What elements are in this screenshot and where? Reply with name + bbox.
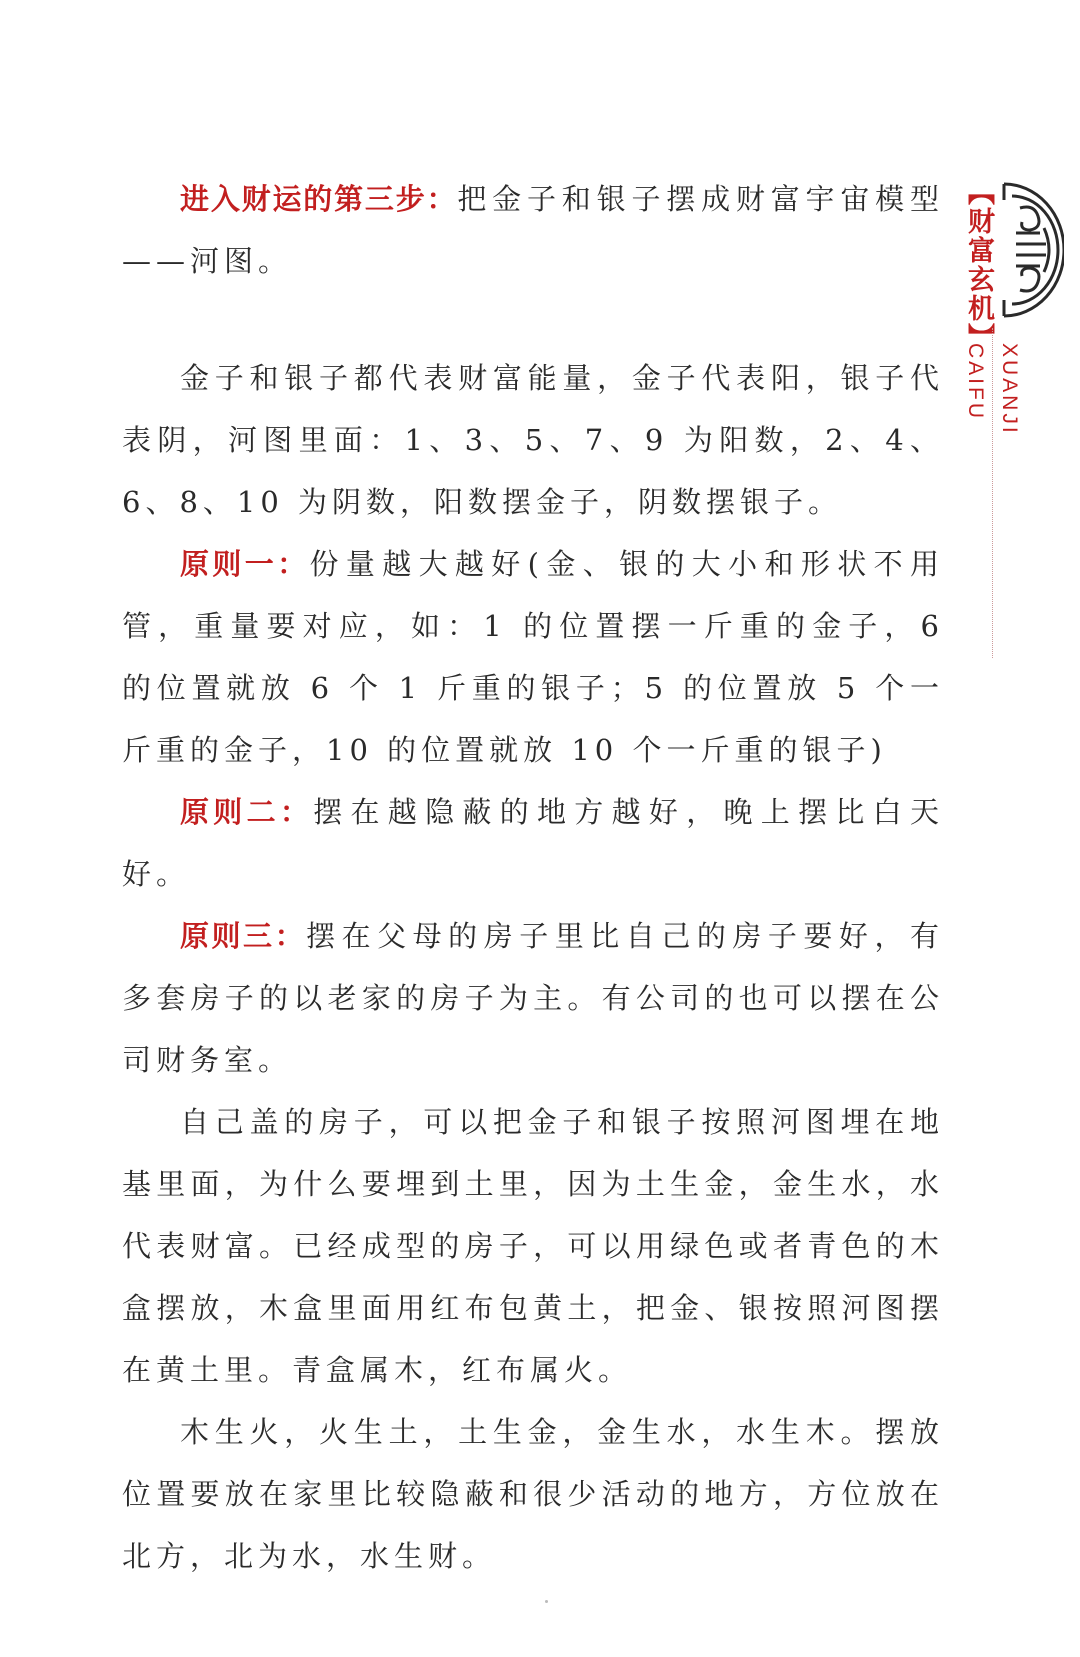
- paragraph-step-three: [122, 168, 944, 292]
- page-speck: [545, 1600, 548, 1603]
- chapter-title: 【财富玄机】: [963, 178, 994, 352]
- chapter-latin-caifu: CAIFU: [964, 343, 987, 421]
- paragraph-self-built-house: 自己盖的房子，可以把金子和银子按照河图埋在地基里面，为什么要埋到土里，因为土生金，金生水，水代表财富。已经成型的房子，可以用绿色或者青色的木盒摆放，木盒里面用红布包黄土，把金、银按照河图摆在黄土里。青盒属木，红布属火。: [122, 1105, 944, 1387]
- step-three-label: 进入财运的第三步：: [180, 182, 458, 216]
- paragraph-principle-three: [122, 905, 944, 1091]
- principle-one-text: 份量越大越好(金、银的大小和形状不用管，重量要对应，如：1 的位置摆一斤重的金子，6 的位置就放 6 个 1 斤重的银子；5 的位置放 5 个一斤重的金子，10 的位置就放 10 个一斤重的银子): [122, 547, 944, 767]
- principle-two-label: 原则二：: [180, 795, 314, 829]
- paragraph-five-elements: 木生火，火生土，土生金，金生水，水生木。摆放位置要放在家里比较隐蔽和很少活动的地方，方位放在北方，北为水，水生财。: [122, 1415, 944, 1573]
- principle-three-label: 原则三：: [180, 919, 307, 953]
- principle-two-text: 摆在越隐蔽的地方越好，晚上摆比白天好。: [122, 795, 944, 891]
- principle-one-label: 原则一：: [180, 547, 310, 581]
- principle-three-text: 摆在父母的房子里比自己的房子要好，有多套房子的以老家的房子为主。有公司的也可以摆在公司财务室。: [122, 919, 944, 1077]
- chapter-latin-xuanji: XUANJI: [998, 343, 1021, 436]
- step-three-text: 把金子和银子摆成财富宇宙模型——河图。: [122, 182, 944, 278]
- header-divider: [992, 328, 994, 658]
- chapter-side-header: [962, 178, 1062, 498]
- paragraph-principle-two: [122, 781, 944, 905]
- cloud-scroll-emblem-icon: [994, 178, 1064, 323]
- paragraph-principle-one: [122, 533, 944, 781]
- paragraph-yin-yang: 金子和银子都代表财富能量，金子代表阳，银子代表阴，河图里面：1、3、5、7、9 为阳数，2、4、6、8、10 为阴数，阳数摆金子，阴数摆银子。: [122, 361, 944, 519]
- body-text: [122, 168, 944, 1587]
